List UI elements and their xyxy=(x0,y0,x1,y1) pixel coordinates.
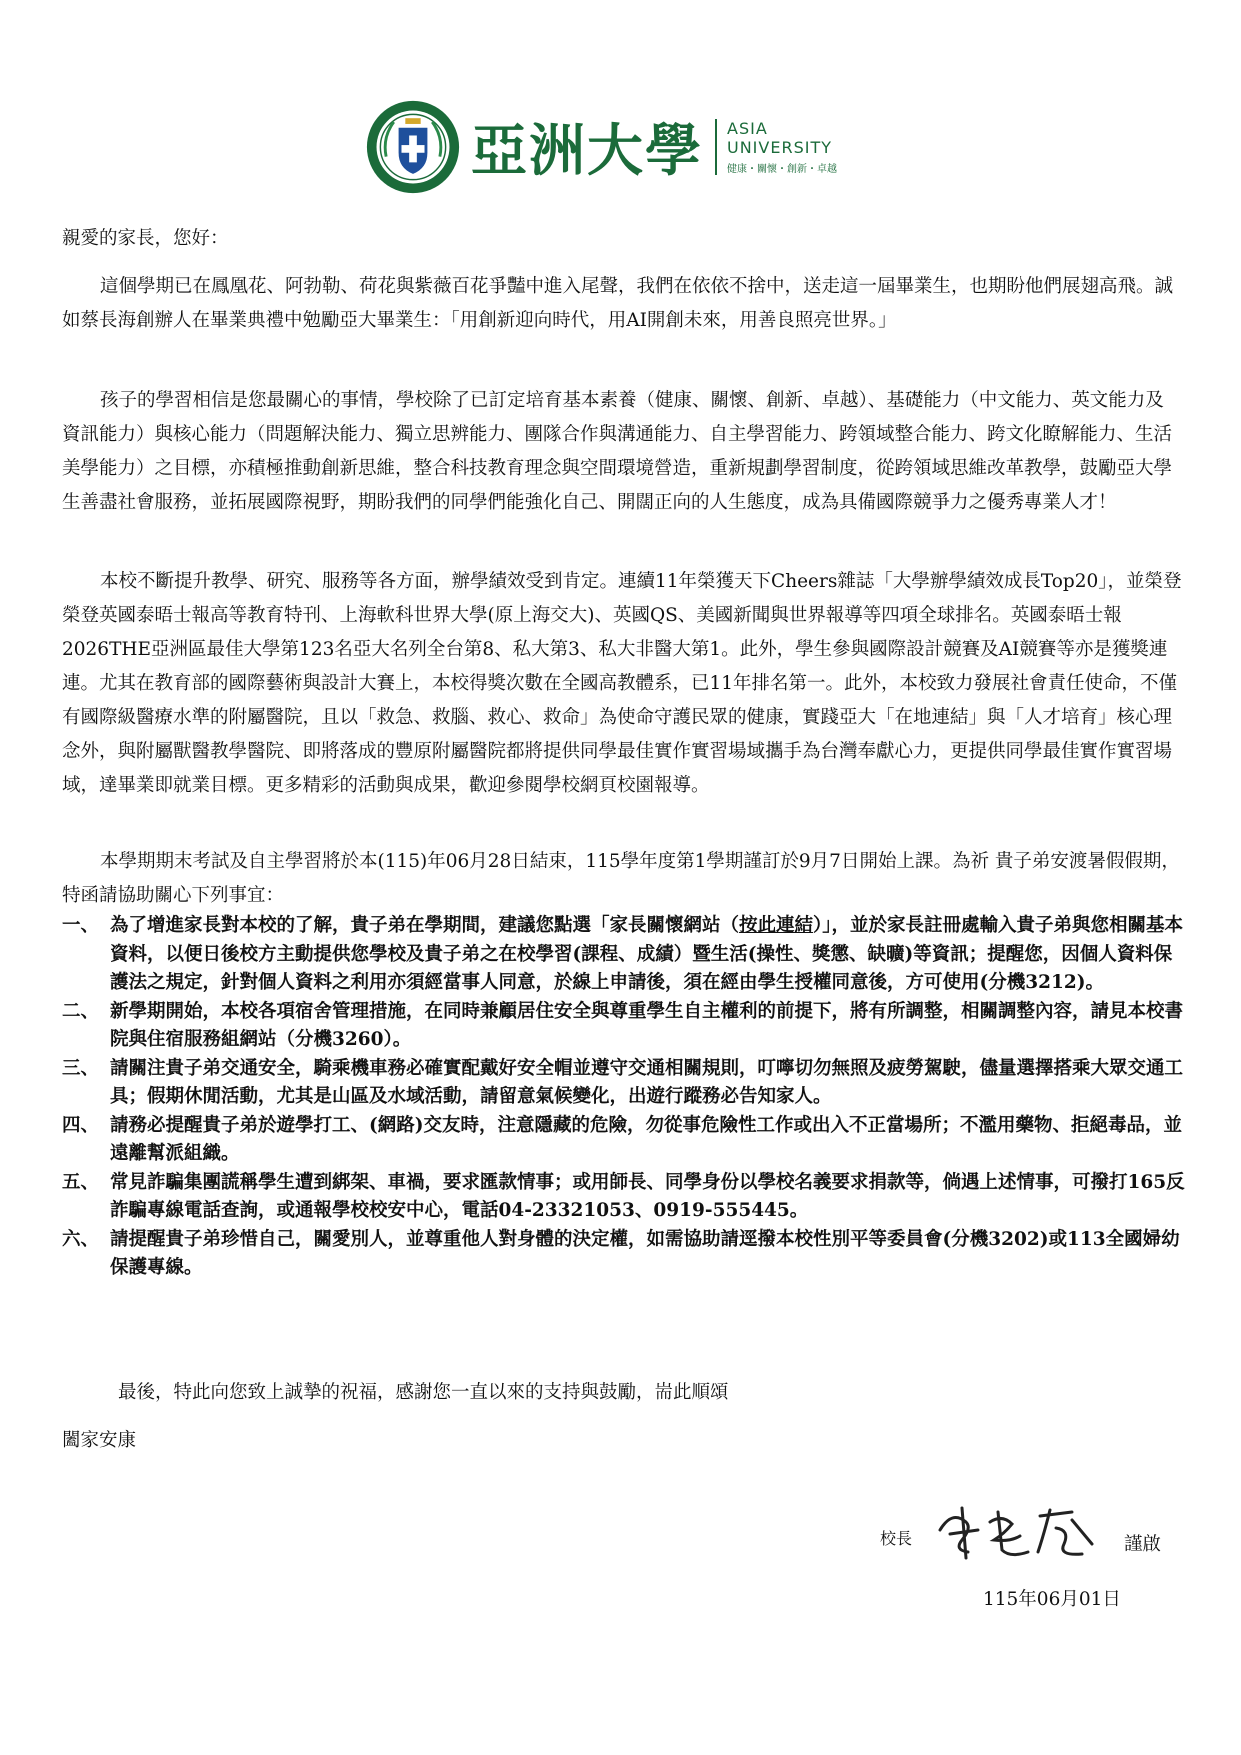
paragraph-graduation xyxy=(62,270,1182,338)
university-name-english xyxy=(727,119,837,175)
list-item xyxy=(62,1169,1187,1226)
signature-block xyxy=(880,1500,1180,1570)
list-item xyxy=(62,998,1187,1055)
list-item-number: 四、 xyxy=(62,1114,100,1136)
brand-divider xyxy=(715,119,717,175)
paragraph-achievements xyxy=(62,565,1182,803)
paragraph-text: 本學期期末考試及自主學習將於本(115)年06月28日結束，115學年度第1學期謹訂於9月7日開始上課。為祈 貴子弟安渡暑假假期，特函請協助關心下列事宜： xyxy=(62,851,1180,906)
list-item-text-before-link: 為了增進家長對本校的了解，貴子弟在學期間，建議您點選「家長關懷網站（ xyxy=(110,915,740,936)
parent-care-website-link[interactable]: 按此連結 xyxy=(739,915,814,936)
brand-line-asia: ASIA xyxy=(727,119,768,138)
list-item-number: 五、 xyxy=(62,1171,100,1193)
closing-remark: 最後，特此向您致上誠摯的祝福，感謝您一直以來的支持與鼓勵，耑此順頌 xyxy=(118,1382,729,1403)
list-item-text xyxy=(110,912,1187,998)
greeting: 親愛的家長，您好： xyxy=(62,228,229,249)
list-item-text: 新學期開始，本校各項宿舍管理措施，在同時兼顧居住安全與尊重學生自主權利的前提下，將有所調整，相關調整內容，請見本校書院與住宿服務組網站（分機3260）。 xyxy=(110,1000,1184,1050)
list-item xyxy=(62,912,1187,998)
list-item xyxy=(62,1226,1187,1283)
closing-blessing: 闔家安康 xyxy=(62,1430,137,1451)
paragraph-schedule xyxy=(62,845,1182,913)
university-motto: 健康・關懷・創新・卓越 xyxy=(727,164,837,175)
list-item-number: 六、 xyxy=(62,1228,100,1250)
paragraph-learning-goals xyxy=(62,384,1182,520)
letterhead xyxy=(365,97,837,197)
list-item-text: 請提醒貴子弟珍惜自己，關愛別人，並尊重他人對身體的決定權，如需協助請逕撥本校性別平等委員會(分機3202)或113全國婦幼保護專線。 xyxy=(110,1228,1180,1278)
list-item-number: 一、 xyxy=(62,915,100,936)
university-name-chinese: 亞洲大學 xyxy=(471,119,703,184)
list-item xyxy=(62,1112,1187,1169)
brand-line-university: UNIVERSITY xyxy=(727,138,832,157)
paragraph-text: 本校不斷提升教學、研究、服務等各方面，辦學績效受到肯定。連續11年榮獲天下Cheers雜誌「大學辦學績效成長Top20」，並榮登榮登英國泰晤士報高等教育特刊、上海軟科世界大學(原上海交大)、英國QS、美國新聞與世界報導等四項全球排名。英國泰晤士報2026THE亞洲區最佳大學第123名亞大名列全台第8、私大第3、私大非醫大第1。此外，學生參與國際設計競賽及AI競賽等亦是獲獎連連。尤其在教育部的國際藝術與設計大賽上，本校得獎次數在全國高教體系，已11年排名第一。此外，本校致力發展社會責任使命，不僅有國際級醫療水準的附屬醫院，且以「救急、救腦、救心、救命」為使命守護民眾的健康，實踐亞大「在地連結」與「人才培育」核心理念外，與附屬獸醫教學醫院、即將落成的豐原附屬醫院都將提供同學最佳實作實習場域攜手為台灣奉獻心力，更提供同學最佳實作實習場域，達畢業即就業目標。更多精彩的活動與成果，歡迎參閱學校網頁校園報導。 xyxy=(62,571,1182,796)
paragraph-text: 這個學期已在鳳凰花、阿勃勒、荷花與紫薇百花爭豔中進入尾聲，我們在依依不捨中，送走這一屆畢業生，也期盼他們展翅高飛。誠如蔡長海創辦人在畢業典禮中勉勵亞大畢業生：「用創新迎向時代，用AI開創未來，用善良照亮世界。」 xyxy=(62,276,1174,331)
university-seal-icon xyxy=(365,99,461,195)
list-item xyxy=(62,1055,1187,1112)
handwritten-signature-icon xyxy=(932,1500,1102,1564)
letter-date: 115年06月01日 xyxy=(983,1589,1121,1610)
list-item-number: 三、 xyxy=(62,1057,100,1079)
signature-closing: 謹啟 xyxy=(1124,1534,1162,1555)
list-item-text: 常見詐騙集團謊稱學生遭到綁架、車禍，要求匯款情事；或用師長、同學身份以學校名義要求捐款等，倘遇上述情事，可撥打165反詐騙專線電話查詢，或通報學校校安中心，電話04-23321053、0919-555445。 xyxy=(110,1171,1185,1221)
list-item-text: 請務必提醒貴子弟於遊學打工、(網路)交友時，注意隱藏的危險，勿從事危險性工作或出入不正當場所；不濫用藥物、拒絕毒品，並遠離幫派組織。 xyxy=(110,1114,1183,1164)
list-item-text-after-link: ）」，並於家長註冊處輸入貴子弟與您相關基本資料，以便日後校方主動提供您學校及貴子弟之在校學習(課程、成績）暨生活(操性、獎懲、缺曠)等資訊；提醒您，因個人資料保護法之規定，針對個人資料之利用亦須經當事人同意，於線上申請後，須在經由學生授權同意後，方可使用(分機3212)。 xyxy=(110,915,1184,993)
list-item-text: 請關注貴子弟交通安全，騎乘機車務必確實配戴好安全帽並遵守交通相關規則，叮嚀切勿無照及疲勞駕駛，儘量選擇搭乘大眾交通工具；假期休閒活動，尤其是山區及水域活動，請留意氣候變化，出遊行蹤務必告知家人。 xyxy=(110,1057,1184,1107)
signer-title: 校長 xyxy=(880,1529,913,1548)
notice-list xyxy=(62,912,1187,1283)
paragraph-text: 孩子的學習相信是您最關心的事情，學校除了已訂定培育基本素養（健康、關懷、創新、卓越）、基礎能力（中文能力、英文能力及資訊能力）與核心能力（問題解決能力、獨立思辨能力、團隊合作與溝通能力、自主學習能力、跨領域整合能力、跨文化瞭解能力、生活美學能力）之目標，亦積極推動創新思維，整合科技教育理念與空間環境營造，重新規劃學習制度，從跨領域思維改革教學，鼓勵亞大學生善盡社會服務，並拓展國際視野，期盼我們的同學們能強化自己、開闊正向的人生態度，成為具備國際競爭力之優秀專業人才！ xyxy=(62,390,1173,513)
list-item-number: 二、 xyxy=(62,1000,100,1022)
